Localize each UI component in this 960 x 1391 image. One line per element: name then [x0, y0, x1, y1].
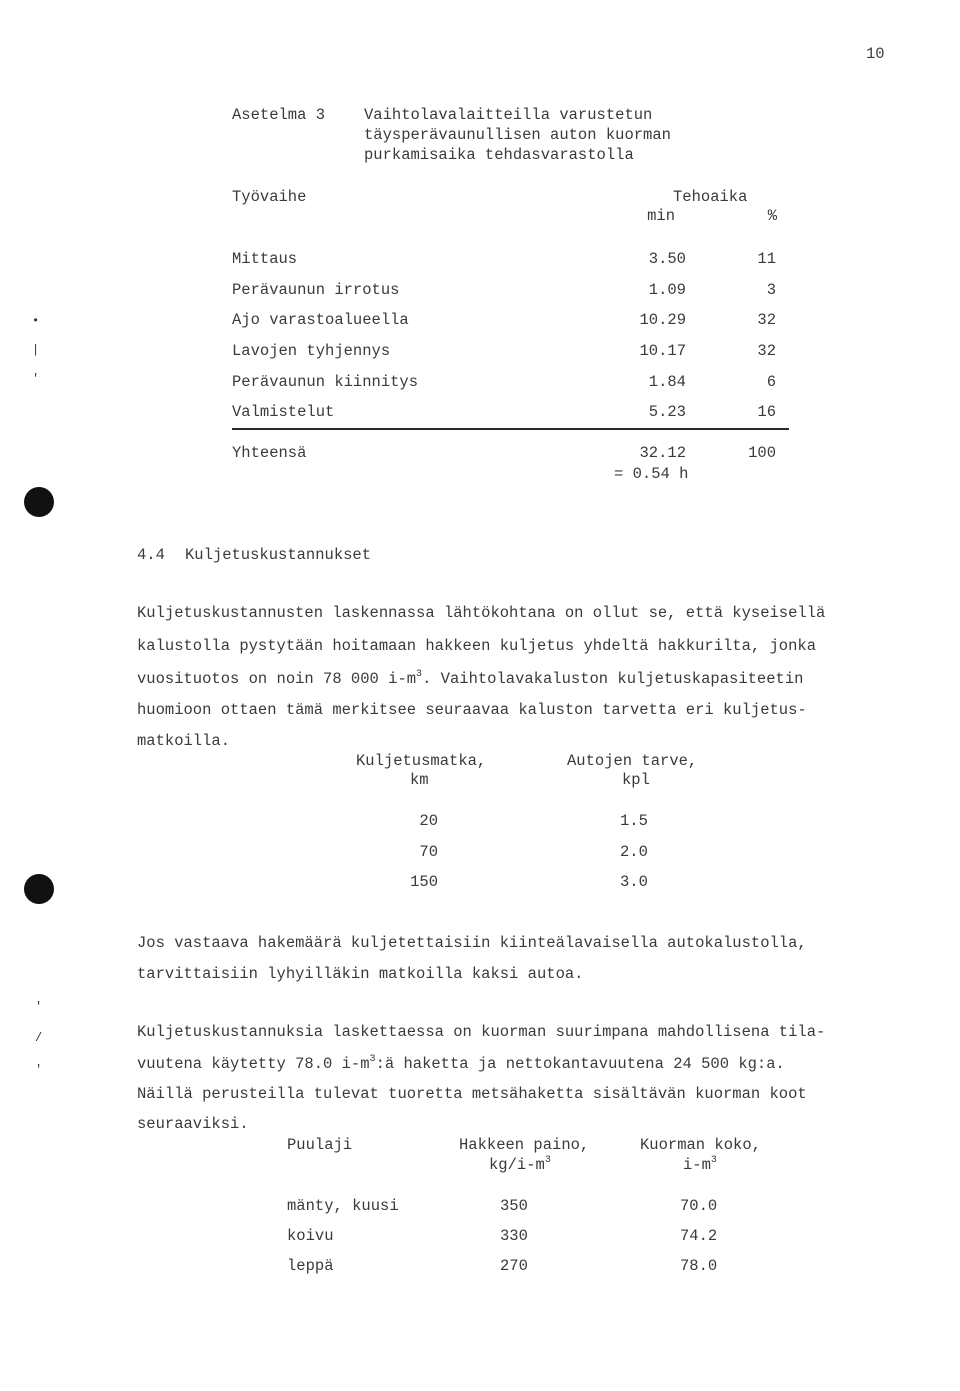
margin-mark: ' [35, 1000, 43, 1014]
table-total-label: Yhteensä [232, 444, 307, 462]
table-cell-species: koivu [287, 1227, 334, 1245]
table-cell-pct: 16 [757, 403, 776, 421]
unit-text: i-m [683, 1156, 711, 1174]
table-cell-phase: Ajo varastoalueella [232, 311, 409, 329]
table-total-pct: 100 [748, 444, 776, 462]
table-cell-species: leppä [287, 1257, 334, 1275]
paragraph-line: Jos vastaava hakemäärä kuljetettaisiin kiinteälavaisella autokalustolla, [137, 934, 807, 952]
column-header-load-size-unit [683, 1156, 717, 1174]
table-cell-pct: 11 [757, 250, 776, 268]
table-cell-pct: 6 [766, 373, 776, 391]
margin-mark: / [35, 1031, 43, 1045]
margin-mark: ' [32, 372, 40, 386]
table-cell-min: 1.84 [648, 373, 686, 391]
column-header-distance-unit: km [410, 771, 429, 789]
paragraph-line: Näillä perusteilla tulevat tuoretta metsähaketta sisältävän kuorman koot [137, 1085, 807, 1103]
paragraph-line: matkoilla. [137, 732, 231, 750]
superscript: 3 [369, 1054, 376, 1065]
column-header-min: min [647, 207, 675, 225]
paragraph-line: seuraaviksi. [137, 1115, 249, 1133]
table-cell-pct: 32 [757, 342, 776, 360]
superscript: 3 [416, 669, 423, 680]
table-caption-line: Vaihtolavalaitteilla varustetun [364, 106, 653, 124]
paragraph-line: tarvittaisiin lyhyilläkin matkoilla kaksi autoa. [137, 965, 584, 983]
table-cell-phase: Mittaus [232, 250, 298, 268]
column-header-group: Tehoaika [673, 188, 748, 206]
table-cell-min: 10.17 [639, 342, 686, 360]
table-cell-weight: 270 [500, 1257, 528, 1275]
column-header-load-size: Kuorman koko, [640, 1136, 761, 1154]
section-number: 4.4 [137, 546, 165, 564]
paragraph-text: . Vaihtolavakaluston kuljetuskapasiteetin [422, 670, 804, 688]
column-header-weight-unit [489, 1156, 551, 1174]
unit-text: kg/i-m [489, 1156, 545, 1174]
column-header-vehicles-unit: kpl [622, 771, 650, 789]
paragraph-line: Kuljetuskustannuksia laskettaessa on kuorman suurimpana mahdollisena tila- [137, 1023, 826, 1041]
margin-mark: | [32, 343, 40, 357]
column-header-species: Puulaji [287, 1136, 353, 1154]
table-label: Asetelma 3 [232, 106, 326, 124]
table-cell-min: 10.29 [639, 311, 686, 329]
table-cell-kpl: 3.0 [620, 873, 648, 891]
column-header-phase: Työvaihe [232, 188, 307, 206]
table-cell-weight: 330 [500, 1227, 528, 1245]
table-cell-phase: Perävaunun irrotus [232, 281, 400, 299]
paragraph-line: Kuljetuskustannusten laskennassa lähtökohtana on ollut se, että kyseisellä [137, 604, 826, 622]
table-total-hours: = 0.54 h [614, 465, 689, 483]
table-cell-min: 5.23 [648, 403, 686, 421]
paragraph-text: :ä haketta ja nettokantavuutena 24 500 kg:a. [375, 1055, 785, 1073]
column-header-weight: Hakkeen paino, [459, 1136, 590, 1154]
table-total-rule [232, 428, 789, 430]
paragraph-line: kalustolla pystytään hoitamaan hakkeen kuljetus yhdeltä hakkurilta, jonka [137, 637, 817, 655]
binder-hole [24, 874, 54, 904]
column-header-pct: % [767, 207, 777, 225]
paragraph-line: huomioon ottaen tämä merkitsee seuraavaa kaluston tarvetta eri kuljetus- [137, 701, 807, 719]
table-cell-size: 74.2 [680, 1227, 718, 1245]
table-cell-kpl: 1.5 [620, 812, 648, 830]
table-cell-km: 20 [419, 812, 438, 830]
table-caption-line: täysperävaunullisen auton kuorman [364, 126, 671, 144]
table-cell-km: 70 [419, 843, 438, 861]
table-caption-line: purkamisaika tehdasvarastolla [364, 146, 634, 164]
table-cell-pct: 32 [757, 311, 776, 329]
paragraph-text: vuutena käytetty 78.0 i-m [137, 1055, 370, 1073]
column-header-vehicles: Autojen tarve, [567, 752, 698, 770]
table-cell-size: 70.0 [680, 1197, 718, 1215]
table-cell-weight: 350 [500, 1197, 528, 1215]
table-cell-pct: 3 [766, 281, 776, 299]
table-cell-phase: Lavojen tyhjennys [232, 342, 391, 360]
paragraph-text: vuosituotos on noin 78 000 i-m [137, 670, 417, 688]
binder-hole [24, 487, 54, 517]
margin-mark: ' [35, 1063, 43, 1077]
paragraph-line [137, 670, 803, 688]
table-cell-phase: Perävaunun kiinnitys [232, 373, 419, 391]
table-cell-size: 78.0 [680, 1257, 718, 1275]
column-header-distance: Kuljetusmatka, [356, 752, 487, 770]
table-cell-km: 150 [410, 873, 438, 891]
table-cell-phase: Valmistelut [232, 403, 335, 421]
margin-mark: • [32, 314, 40, 328]
superscript: 3 [710, 1155, 717, 1166]
section-title: Kuljetuskustannukset [185, 546, 372, 564]
table-total-min: 32.12 [639, 444, 686, 462]
paragraph-line [137, 1055, 785, 1073]
table-cell-species: mänty, kuusi [287, 1197, 399, 1215]
page-number: 10 [866, 45, 885, 63]
table-cell-min: 3.50 [648, 250, 686, 268]
superscript: 3 [544, 1155, 551, 1166]
table-cell-kpl: 2.0 [620, 843, 648, 861]
table-cell-min: 1.09 [648, 281, 686, 299]
